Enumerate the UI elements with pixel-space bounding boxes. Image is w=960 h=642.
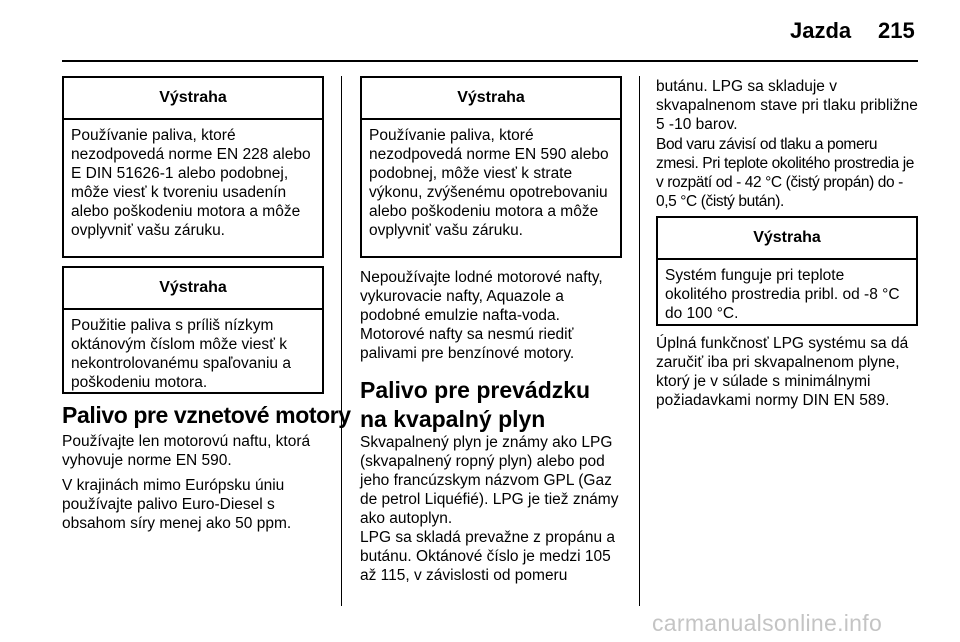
watermark-link[interactable]: carmanualsonline.info [652,610,883,636]
warning-title: Výstraha [658,218,916,260]
paragraph: LPG sa skladá prevažne z propánu a butánu. Oktánové číslo je medzi 105 až 115, v závislosti od pomeru [360,529,616,584]
warning-text: Použitie paliva s príliš nízkym oktánovým číslom môže viesť k nekontrolovanému spaľovaniu a poškodeniu motora. [71,317,291,391]
warning-title: Výstraha [64,78,322,120]
warning-title: Výstraha [64,268,322,310]
warning-box-temperature [656,216,918,326]
paragraph: Skvapalnený plyn je známy ako LPG (skvapalnený ropný plyn) alebo pod jeho francúzskym názvom GPL (Gaz de petrol Liquéfié). LPG je tiež známy ako autoplyn. [360,434,619,527]
page-number: 215 [878,18,915,43]
warning-text: Systém funguje pri teplote okolitého prostredia pribl. od -8 °C do 100 °C. [665,267,900,322]
running-title: Jazda [790,18,852,43]
warning-box-fuel-standard [62,76,324,258]
paragraph: Úplná funkčnosť LPG systému sa dá zaručiť iba pri skvapalnenom plyne, ktorý je v súlade s minimálnymi požiadavkami normy DIN EN 589. [656,335,909,409]
warning-box-en590 [360,76,622,258]
column-divider-1 [341,76,342,606]
warning-text: Používanie paliva, ktoré nezodpovedá norme EN 590 alebo podobnej, môže viesť k strate výkonu, zvýšenému opotrebovaniu alebo poškodeniu motora a môže ovplyvniť vašu záruku. [369,127,609,239]
paragraph: Nepoužívajte lodné motorové nafty, vykurovacie nafty, Aquazole a podobné emulzie nafta-voda. Motorové nafty sa nesmú riediť palivami pre benzínové motory. [360,269,603,362]
paragraph: butánu. LPG sa skladuje v skvapalnenom stave pri tlaku približne 5 -10 barov. [656,78,918,133]
warning-box-octane [62,266,324,394]
section-heading-lpg: Palivo pre prevádzku na kvapalný plyn [360,377,591,432]
warning-title: Výstraha [362,78,620,120]
column-divider-2 [639,76,640,606]
section-heading-diesel: Palivo pre vznetové motory [62,402,351,428]
paragraph: Používajte len motorovú naftu, ktorá vyhovuje norme EN 590. [62,433,311,469]
paragraph: V krajinách mimo Európsku úniu používajte palivo Euro-Diesel s obsahom síry menej ako 50 ppm. [62,477,292,532]
warning-text: Používanie paliva, ktoré nezodpovedá norme EN 228 alebo E DIN 51626-1 alebo podobnej, môže viesť k tvoreniu usadenín alebo poškodeniu motora a môže ovplyvniť vašu záruku. [71,127,311,239]
header-rule [62,60,918,62]
paragraph: Bod varu závisí od tlaku a pomeru zmesi. Pri teplote okolitého prostredia je v rozpätí od - 42 °C (čistý propán) do - 0,5 °C (čistý bután). [656,136,915,210]
